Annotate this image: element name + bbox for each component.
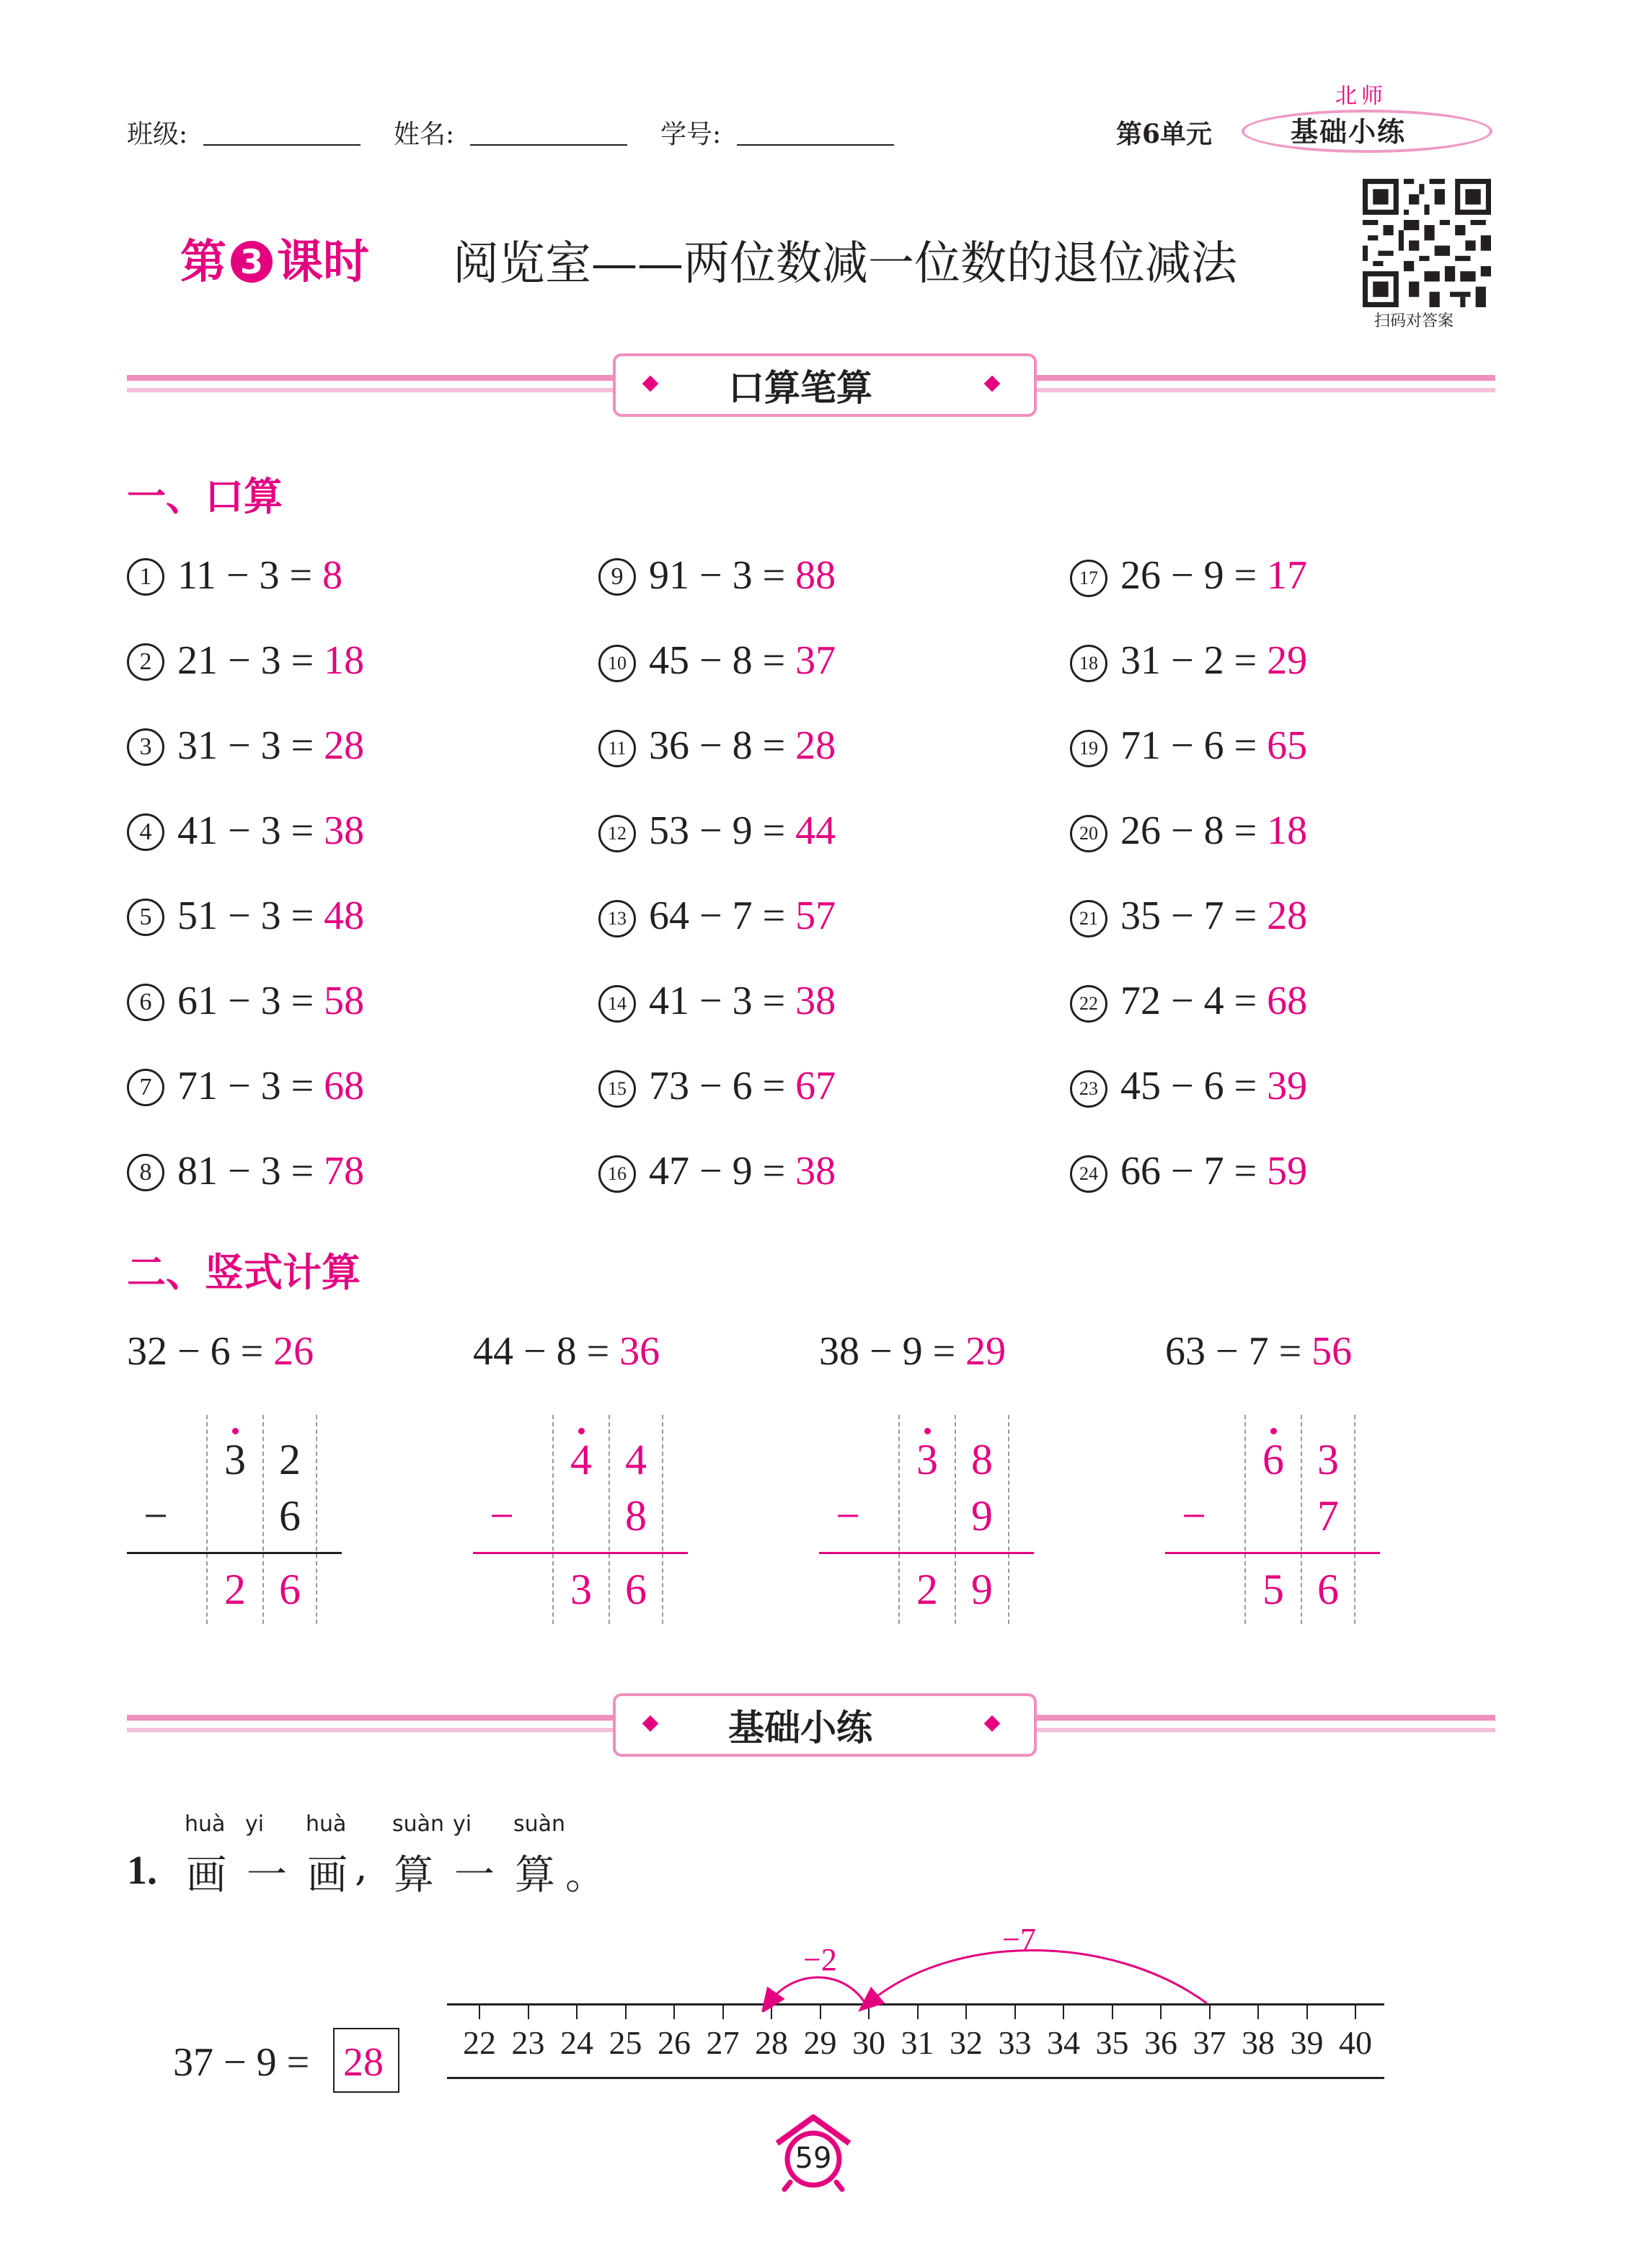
result-line <box>1165 1552 1380 1554</box>
item-question: 66 − 7 = <box>1120 1149 1268 1193</box>
item-number: 9 <box>598 558 636 596</box>
oral-item <box>127 723 364 769</box>
number-line-label: 34 <box>1047 2024 1080 2061</box>
vertical-equation <box>127 1328 314 1375</box>
equation-text: 38 − 9 = <box>819 1329 966 1374</box>
result-tens: 5 <box>1262 1566 1284 1613</box>
exercise-equation: 37 − 9 = <box>173 2040 310 2085</box>
series-name: 基础小练 <box>1291 116 1407 148</box>
page-title: 阅览室——两位数减一位数的退位减法 <box>453 237 1237 291</box>
item-answer: 29 <box>1267 638 1308 683</box>
oral-item <box>598 978 836 1024</box>
item-answer: 38 <box>324 808 365 853</box>
banner-title: 基础小练 <box>728 1707 872 1749</box>
borrow-dot <box>232 1428 239 1434</box>
item-answer: 58 <box>324 979 365 1023</box>
item-question: 41 − 3 = <box>177 808 324 853</box>
item-question: 47 − 9 = <box>649 1149 796 1193</box>
item-question: 72 − 4 = <box>1120 979 1268 1023</box>
jump-arrow-minus2 <box>769 1977 865 2003</box>
item-answer: 18 <box>1267 808 1308 853</box>
oral-item <box>127 893 364 939</box>
number-line-label: 25 <box>609 2024 642 2061</box>
oral-item <box>1070 978 1307 1024</box>
item-number: 24 <box>1070 1155 1107 1193</box>
item-question: 61 − 3 = <box>177 979 324 1023</box>
result-ones: 6 <box>1317 1566 1339 1613</box>
class-label: 班级: <box>127 120 188 149</box>
instruction-char: 算 <box>394 1852 434 1899</box>
item-number: 6 <box>127 984 164 1021</box>
lesson-number: 3 <box>231 241 273 283</box>
item-answer: 68 <box>1267 979 1308 1023</box>
number-line-label: 33 <box>998 2024 1032 2061</box>
item-number: 2 <box>127 643 164 681</box>
minuend-tens: 4 <box>570 1436 592 1483</box>
item-number: 21 <box>1070 900 1107 937</box>
oral-item <box>1070 552 1307 599</box>
number-line-label: 28 <box>755 2024 788 2061</box>
item-answer: 67 <box>795 1064 836 1108</box>
grid-guide <box>1301 1415 1302 1624</box>
vertical-equation <box>1165 1328 1352 1375</box>
pinyin: suàn <box>513 1812 566 1837</box>
oral-item <box>1070 893 1307 939</box>
oral-item <box>1070 723 1307 769</box>
oral-item <box>598 808 836 854</box>
item-question: 36 − 8 = <box>649 723 796 768</box>
qr-code-icon[interactable] <box>1363 179 1491 307</box>
unit-label: 第6单元 <box>1116 119 1213 149</box>
banner-title: 口算笔算 <box>728 367 872 409</box>
section-heading: 二、竖式计算 <box>127 1250 360 1295</box>
item-question: 91 − 3 = <box>649 553 796 598</box>
item-number: 5 <box>127 899 164 936</box>
lesson-suffix: 课时 <box>277 236 369 289</box>
number-line-tick <box>1257 2005 1259 2019</box>
equation-text: 63 − 7 = <box>1165 1329 1312 1374</box>
minuend-ones: 8 <box>971 1436 993 1483</box>
grid-guide <box>609 1415 610 1624</box>
number-line-label: 27 <box>706 2024 740 2061</box>
equation-answer: 36 <box>619 1329 660 1374</box>
item-number: 10 <box>598 645 636 682</box>
item-answer: 38 <box>795 979 836 1023</box>
result-tens: 2 <box>916 1566 938 1613</box>
minuend-ones: 2 <box>279 1436 301 1483</box>
item-answer: 78 <box>324 1149 365 1193</box>
oral-item <box>127 552 342 599</box>
minus-sign: − <box>836 1492 860 1540</box>
item-answer: 18 <box>324 638 365 683</box>
grid-guide <box>552 1415 554 1624</box>
number-line-label: 31 <box>901 2024 934 2061</box>
oral-item <box>598 552 836 599</box>
number-line-label: 36 <box>1144 2024 1177 2061</box>
borrow-dot <box>924 1428 931 1434</box>
subtrahend: 8 <box>625 1492 647 1540</box>
equation-text: 44 − 8 = <box>473 1329 620 1374</box>
instruction-char: 一 <box>247 1852 287 1899</box>
oral-item <box>598 723 836 769</box>
instruction-char: 。 <box>565 1852 606 1899</box>
grid-guide <box>898 1415 900 1624</box>
grid-guide <box>955 1415 956 1624</box>
item-number: 4 <box>127 813 164 851</box>
jump-arrow-minus7 <box>868 1951 1207 2004</box>
publisher-label: 北师 <box>1335 84 1387 109</box>
result-ones: 9 <box>971 1566 993 1613</box>
exercise-answer: 28 <box>343 2040 384 2085</box>
name-blank[interactable] <box>470 123 627 146</box>
item-number: 15 <box>598 1070 636 1108</box>
item-question: 31 − 3 = <box>177 723 324 768</box>
item-question: 51 − 3 = <box>177 893 324 938</box>
oral-item <box>127 637 364 684</box>
item-answer: 28 <box>795 723 836 768</box>
lesson-prefix: 第 <box>180 236 226 289</box>
item-number: 22 <box>1070 985 1107 1023</box>
instruction-char: , <box>355 1843 368 1890</box>
item-answer: 28 <box>1267 893 1308 938</box>
number-line-label: 40 <box>1339 2024 1372 2061</box>
instruction-char: 算 <box>515 1852 555 1899</box>
borrow-dot <box>1270 1428 1277 1434</box>
oral-item <box>127 1063 364 1109</box>
item-number: 11 <box>598 730 636 767</box>
result-tens: 2 <box>224 1566 246 1613</box>
borrow-dot <box>578 1428 585 1434</box>
number-line-label: 39 <box>1290 2024 1324 2061</box>
oral-item <box>1070 1148 1307 1194</box>
lesson-badge <box>180 225 369 291</box>
item-number: 19 <box>1070 730 1107 767</box>
result-line <box>127 1552 342 1554</box>
qr-caption: 扫码对答案 <box>1374 312 1454 330</box>
number-line-tick <box>1355 2005 1356 2019</box>
result-ones: 6 <box>279 1566 301 1613</box>
item-question: 71 − 6 = <box>1120 723 1268 768</box>
result-line <box>819 1552 1034 1554</box>
name-label: 姓名: <box>394 120 455 149</box>
subtrahend: 6 <box>279 1492 301 1540</box>
oral-item <box>598 893 836 939</box>
item-number: 20 <box>1070 815 1107 852</box>
item-question: 73 − 6 = <box>649 1064 796 1108</box>
item-answer: 17 <box>1267 553 1308 598</box>
subtrahend: 7 <box>1317 1492 1339 1540</box>
item-answer: 48 <box>324 893 365 938</box>
item-question: 45 − 6 = <box>1120 1064 1268 1108</box>
pinyin: suàn <box>392 1812 445 1837</box>
grid-guide <box>1244 1415 1246 1624</box>
grid-guide <box>316 1415 317 1624</box>
item-number: 3 <box>127 728 164 766</box>
minuend-ones: 4 <box>625 1436 647 1483</box>
item-question: 26 − 8 = <box>1120 808 1268 853</box>
minus-sign: − <box>143 1492 168 1540</box>
minuend-tens: 3 <box>224 1436 246 1483</box>
oral-item <box>598 1063 836 1109</box>
item-answer: 37 <box>795 638 836 683</box>
oral-item <box>127 808 364 854</box>
item-answer: 39 <box>1267 1064 1308 1108</box>
oral-item <box>1070 808 1307 854</box>
item-number: 8 <box>127 1154 164 1191</box>
jump-label-minus7: −7 <box>1002 1922 1036 1957</box>
result-ones: 6 <box>625 1566 647 1613</box>
item-answer: 65 <box>1267 723 1308 768</box>
grid-guide <box>262 1415 264 1624</box>
section-heading: 一、口算 <box>127 474 283 519</box>
result-tens: 3 <box>570 1566 592 1613</box>
item-question: 53 − 9 = <box>649 808 796 853</box>
number-line-label: 30 <box>852 2024 885 2061</box>
equation-answer: 26 <box>273 1329 314 1374</box>
oral-item <box>598 1148 836 1194</box>
number-line-tick <box>1306 2005 1308 2019</box>
grid-guide <box>1008 1415 1009 1624</box>
id-blank[interactable] <box>737 123 894 146</box>
minuend-ones: 3 <box>1317 1436 1339 1483</box>
pinyin: huà <box>306 1812 347 1837</box>
minus-sign: − <box>490 1492 514 1540</box>
item-answer: 68 <box>324 1064 365 1108</box>
item-answer: 57 <box>795 893 836 938</box>
item-number: 14 <box>598 985 636 1023</box>
item-number: 7 <box>127 1069 164 1106</box>
minuend-tens: 3 <box>916 1436 938 1483</box>
grid-guide <box>1354 1415 1355 1624</box>
equation-answer: 29 <box>965 1329 1007 1374</box>
item-number: 23 <box>1070 1070 1107 1108</box>
minus-sign: − <box>1182 1492 1206 1540</box>
grid-guide <box>662 1415 663 1624</box>
number-line-base <box>447 2077 1384 2079</box>
item-number: 13 <box>598 900 636 937</box>
item-number: 18 <box>1070 645 1107 682</box>
number-line-label: 24 <box>560 2024 593 2061</box>
number-line-label: 23 <box>511 2024 545 2061</box>
item-question: 11 − 3 = <box>177 553 323 598</box>
minuend-tens: 6 <box>1262 1436 1284 1483</box>
equation-text: 32 − 6 = <box>127 1329 274 1374</box>
item-answer: 59 <box>1267 1149 1308 1193</box>
item-question: 26 − 9 = <box>1120 553 1268 598</box>
item-answer: 88 <box>795 553 836 598</box>
result-line <box>473 1552 688 1554</box>
instruction-char: 画 <box>186 1852 226 1899</box>
item-answer: 44 <box>795 808 836 853</box>
vertical-equation <box>473 1328 660 1375</box>
number-line-label: 38 <box>1242 2024 1275 2061</box>
item-question: 41 − 3 = <box>649 979 796 1023</box>
class-blank[interactable] <box>203 123 360 146</box>
number-line-label: 22 <box>463 2024 496 2061</box>
grid-guide <box>206 1415 208 1624</box>
pinyin: yi <box>453 1812 472 1837</box>
pinyin: yi <box>245 1812 265 1837</box>
oral-item <box>1070 1063 1307 1109</box>
item-question: 45 − 8 = <box>649 638 796 683</box>
number-line-label: 35 <box>1095 2024 1129 2061</box>
item-question: 81 − 3 = <box>177 1149 324 1193</box>
oral-item <box>598 637 836 684</box>
item-answer: 8 <box>322 553 343 598</box>
item-number: 12 <box>598 815 636 852</box>
number-line-label: 26 <box>658 2024 691 2061</box>
oral-item <box>127 978 364 1024</box>
item-number: 16 <box>598 1155 636 1193</box>
id-label: 学号: <box>660 120 722 149</box>
item-question: 21 − 3 = <box>177 638 324 683</box>
instruction-char: 画 <box>307 1852 348 1899</box>
item-number: 17 <box>1070 560 1107 597</box>
exercise-number: 1. <box>127 1848 157 1893</box>
jump-label-minus2: −2 <box>803 1942 837 1977</box>
number-line-label: 29 <box>803 2024 837 2061</box>
item-question: 64 − 7 = <box>649 893 796 938</box>
item-number: 1 <box>127 558 164 596</box>
equation-answer: 56 <box>1311 1329 1353 1374</box>
page-number: 59 <box>795 2142 832 2175</box>
oral-item <box>1070 637 1307 684</box>
instruction-char: 一 <box>454 1852 495 1899</box>
oral-item <box>127 1148 364 1194</box>
number-line-label: 37 <box>1193 2024 1226 2061</box>
item-question: 35 − 7 = <box>1120 893 1268 938</box>
item-answer: 28 <box>324 723 365 768</box>
number-line-label: 32 <box>950 2024 983 2061</box>
item-question: 71 − 3 = <box>177 1064 324 1108</box>
subtrahend: 9 <box>971 1492 993 1540</box>
item-answer: 38 <box>795 1149 836 1193</box>
vertical-equation <box>819 1328 1006 1375</box>
pinyin: huà <box>185 1812 226 1837</box>
item-question: 31 − 2 = <box>1120 638 1268 683</box>
